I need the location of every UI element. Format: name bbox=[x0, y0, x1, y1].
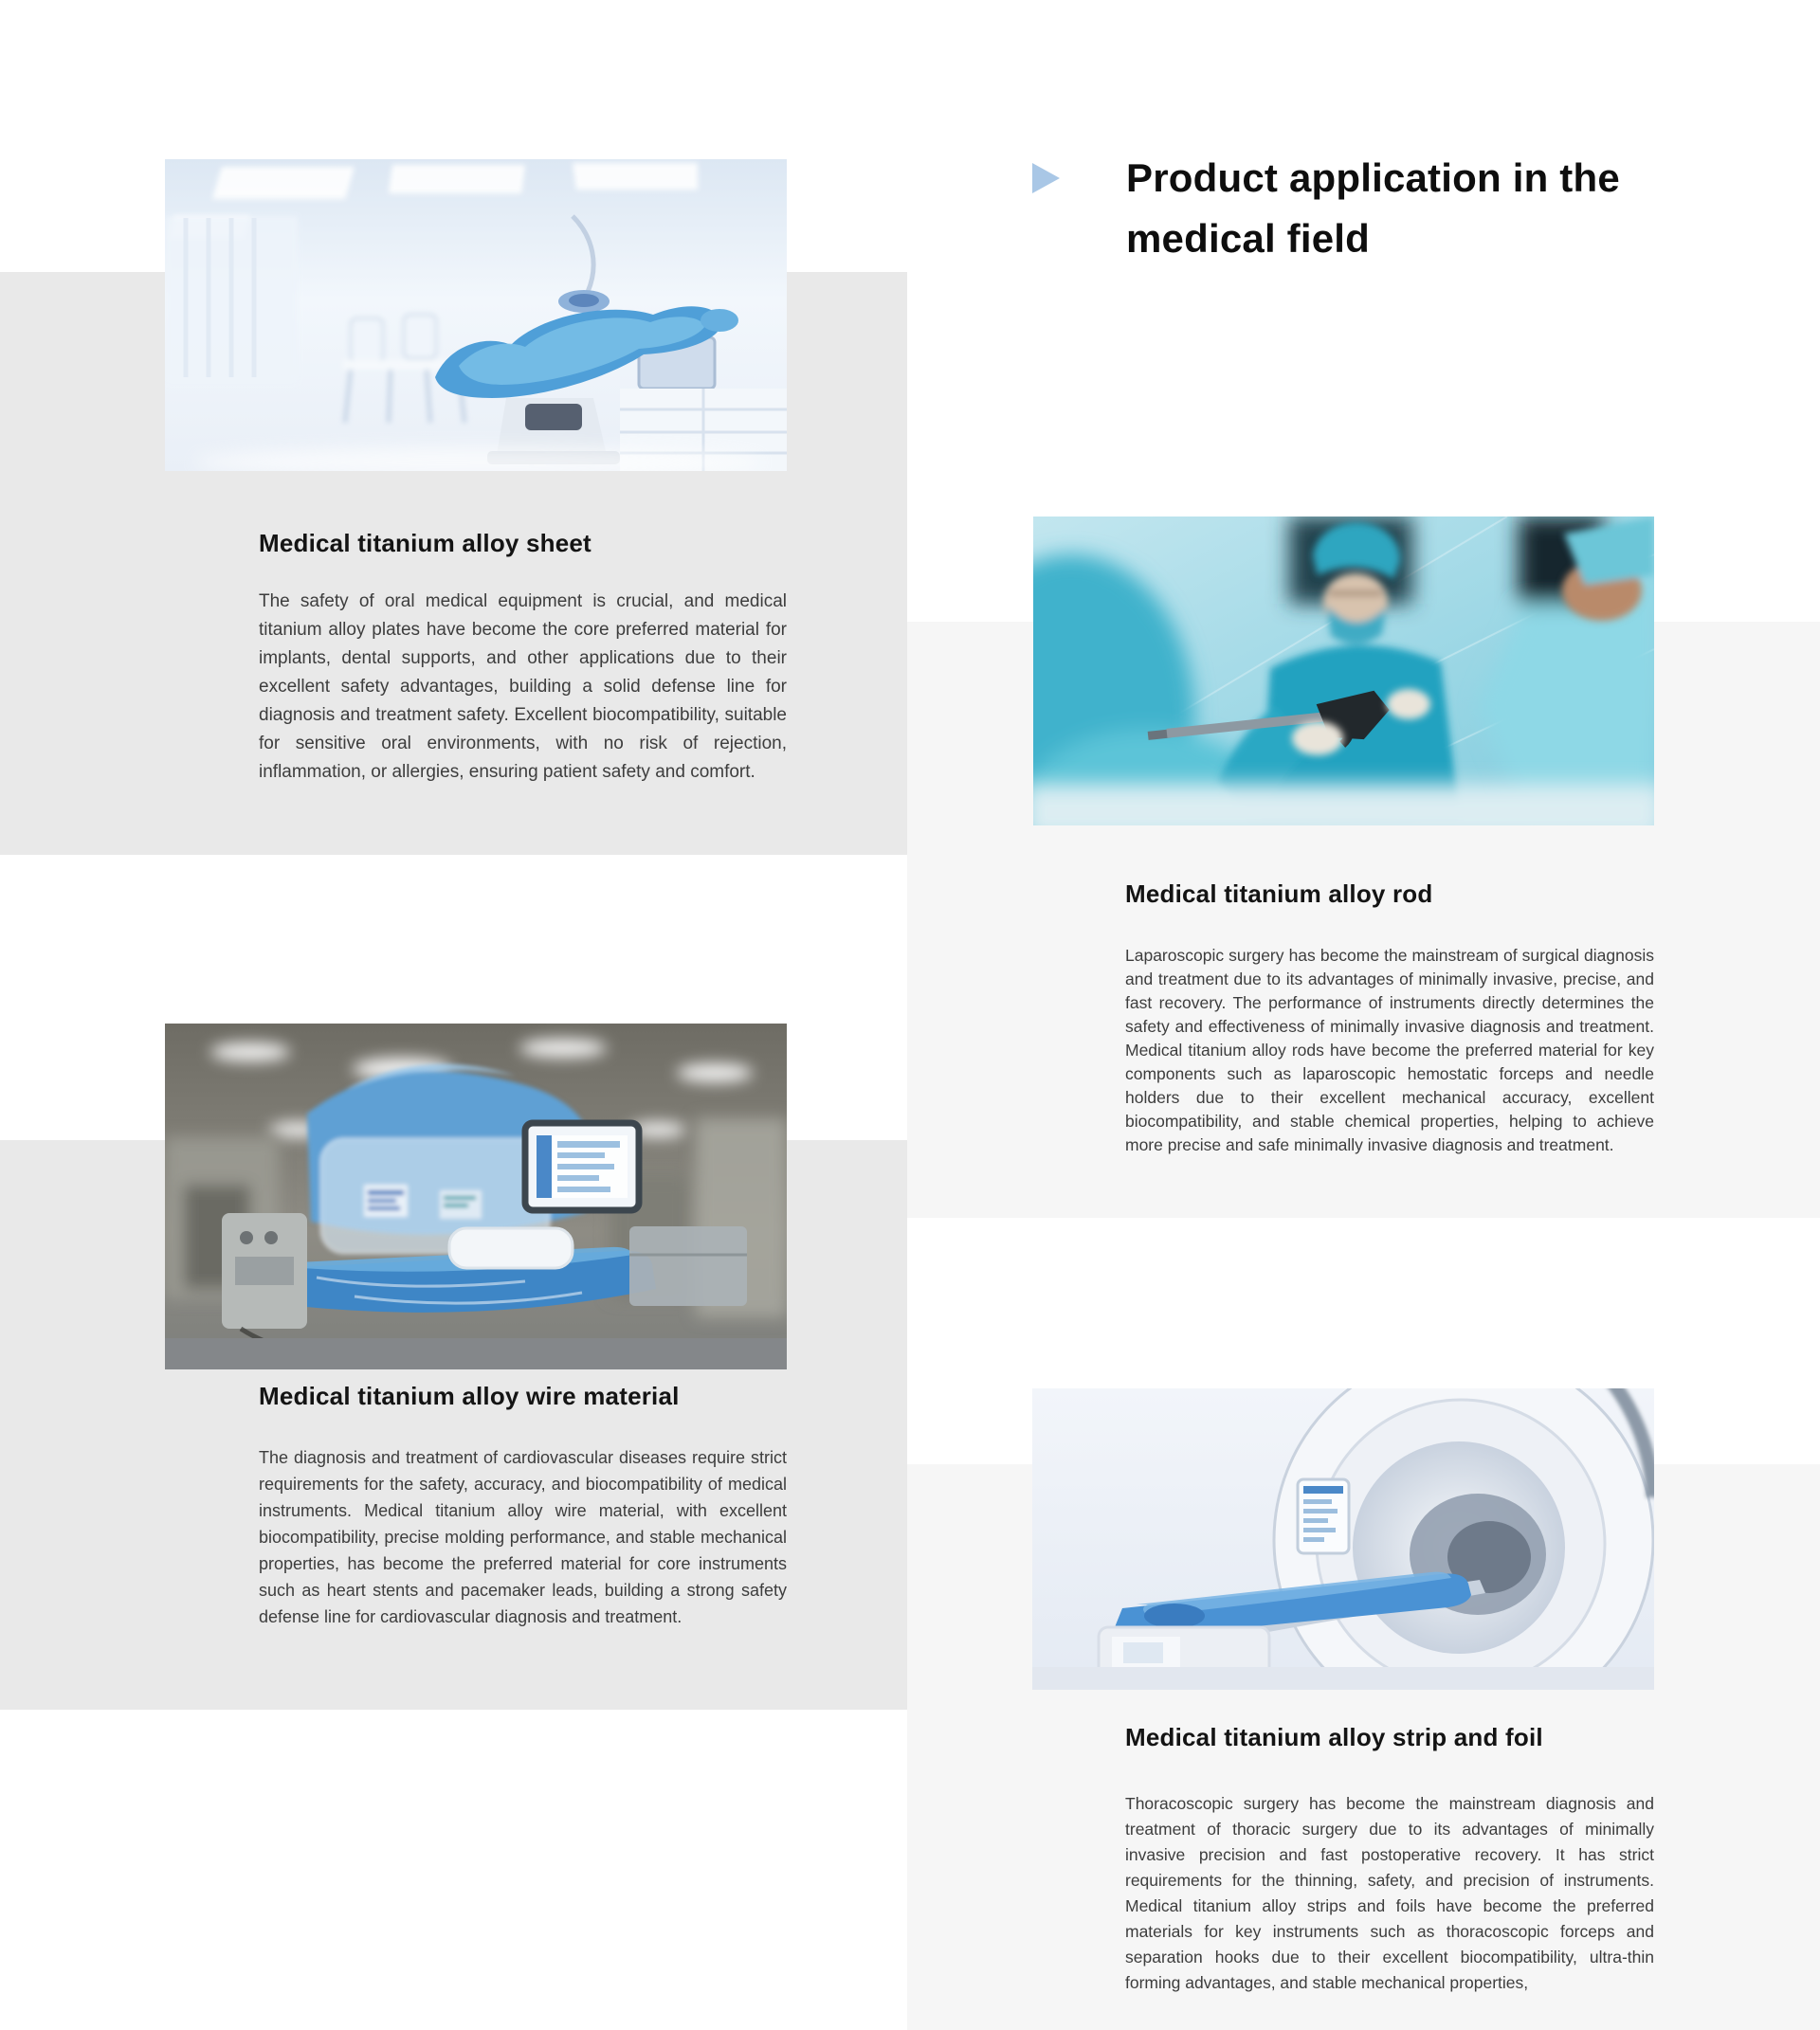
page-title: Product application in the medical field bbox=[1126, 155, 1620, 261]
medical-equipment-photo bbox=[165, 1024, 787, 1369]
section-body-sheet: The safety of oral medical equipment is crucial, and medical titanium alloy plates have become the core preferred material for implants, dental supports, and other applications due to their excellent safety advantages, building a solid defense line for diagnosis and treatment safety. Excellent biocompatibility, suitable for sensitive oral environments, with no risk of rejection, inflammation, or allergies, ensuring patient safety and comfort. bbox=[259, 591, 787, 782]
section-body-strip: Thoracoscopic surgery has become the mainstream diagnosis and treatment of thoracic surgery due to its advantages of minimally invasive precision and fast postoperative recovery. It has strict requirements for the thinning, safety, and precision of instruments. Medical titanium alloy strips and foils have become the preferred materials for key instruments such as thoracoscopic forceps and separation hooks due to their excellent biocompatibility, ultra-thin forming advantages, and stable mechanical properties, bbox=[1125, 1794, 1654, 1992]
triangle-right-icon bbox=[1032, 163, 1060, 193]
section-body-wire: The diagnosis and treatment of cardiovascular diseases require strict requirements for the safety, accuracy, and biocompatibility of medical instruments. Medical titanium alloy wire material, with excellent biocompatibility, precise molding performance, and stable mechanical properties, has become the preferred material for core instruments such as heart stents and pacemaker leads, building a strong safety defense line for cardiovascular diagnosis and treatment. bbox=[259, 1448, 787, 1626]
section-heading-rod: Medical titanium alloy rod bbox=[1125, 879, 1433, 908]
section-body-rod: Laparoscopic surgery has become the mainstream of surgical diagnosis and treatment due to its advantages of minimally invasive, precise, and fast recovery. The performance of instruments directly determines the safety and effectiveness of minimally invasive diagnosis and treatment. Medical titanium alloy rods have become the preferred material for key components such as laparoscopic hemostatic forceps and needle holders due to their excellent mechanical accuracy, excellent biocompatibility, and stable chemical properties, helping to achieve more precise and safe minimally invasive diagnosis and treatment. bbox=[1125, 946, 1654, 1154]
laparoscopic-surgery-photo bbox=[1033, 517, 1654, 825]
mri-scanner-photo bbox=[1032, 1388, 1654, 1690]
section-heading-sheet: Medical titanium alloy sheet bbox=[259, 529, 592, 557]
section-heading-strip: Medical titanium alloy strip and foil bbox=[1125, 1723, 1543, 1751]
dental-clinic-photo bbox=[165, 159, 787, 471]
section-heading-wire: Medical titanium alloy wire material bbox=[259, 1382, 680, 1410]
